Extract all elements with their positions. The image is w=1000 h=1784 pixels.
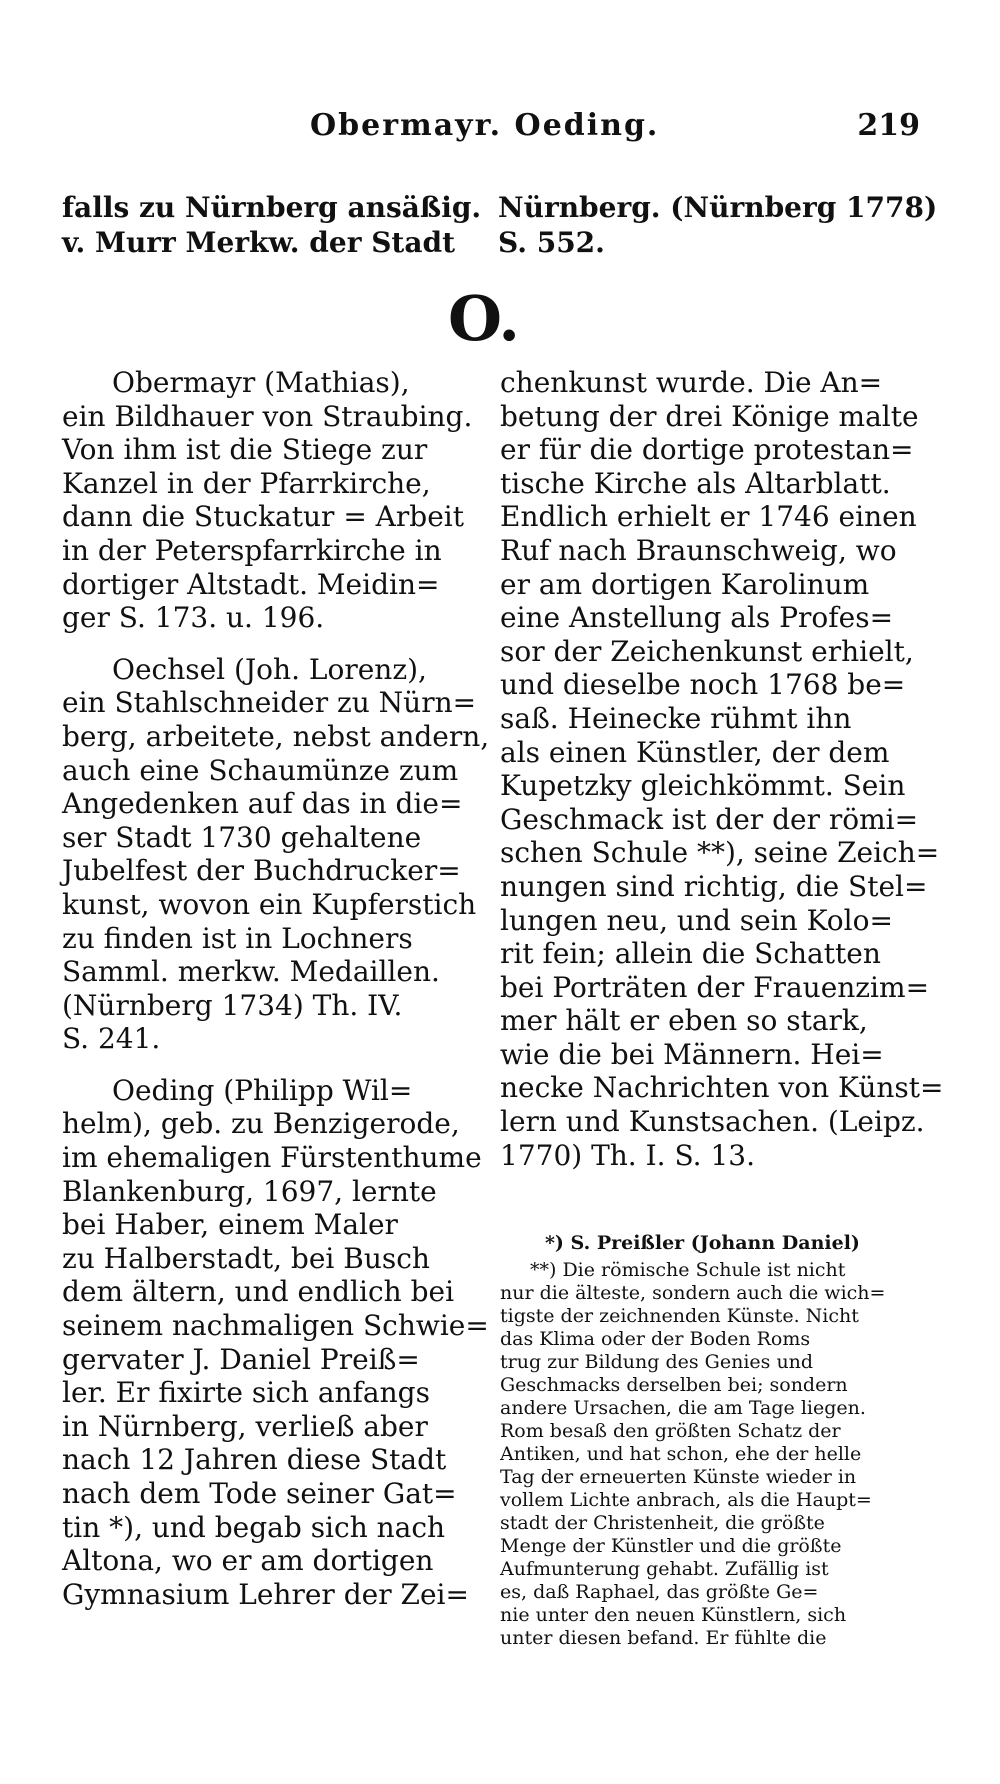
text-line: S. 241.: [62, 1022, 161, 1056]
text-line: er für die dortige protestan=: [500, 433, 914, 467]
text-line: in der Peterspfarrkirche in: [62, 533, 442, 567]
right-column: [500, 366, 944, 1172]
footnote-line: Aufmunterung gehabt. Zufällig ist: [500, 1558, 829, 1580]
section-letter: O.: [448, 282, 520, 355]
text-line: Jubelfest der Buchdrucker=: [62, 854, 461, 888]
text-line: nach dem Tode seiner Gat=: [62, 1477, 457, 1510]
text-line: in Nürnberg, verließ aber: [62, 1409, 428, 1443]
text-line: Kanzel in der Pfarrkirche,: [62, 466, 431, 500]
footnote-line: nur die älteste, sondern auch die wich=: [500, 1282, 886, 1304]
text-line: dann die Stuckatur = Arbeit: [62, 500, 464, 534]
text-line: Endlich erhielt er 1746 einen: [500, 500, 917, 534]
text-line: Obermayr (Mathias),: [112, 366, 410, 399]
text-line: ler. Er fixirte sich anfangs: [62, 1376, 430, 1410]
footnote-line: **) Die römische Schule ist nicht: [530, 1259, 846, 1281]
entry-obermayr: [62, 366, 482, 635]
carryover-line: falls zu Nürnberg ansäßig.: [62, 191, 482, 224]
text-line: 1770) Th. I. S. 13.: [500, 1138, 755, 1172]
footnote-line: nie unter den neuen Künstlern, sich: [500, 1604, 847, 1626]
text-line: zu Halberstadt, bei Busch: [62, 1241, 430, 1275]
text-line: helm), geb. zu Benzigerode,: [62, 1107, 460, 1141]
footnote-line: Geschmacks derselben bei; sondern: [500, 1374, 848, 1396]
footnote-line: stadt der Christenheit, die größte: [500, 1512, 825, 1534]
text-line: Kupetzky gleichkömmt. Sein: [500, 769, 906, 803]
text-line: tische Kirche als Altarblatt.: [500, 466, 891, 500]
text-line: tin *), und begab sich nach: [62, 1510, 446, 1544]
text-line: sor der Zeichenkunst erhielt,: [500, 634, 914, 668]
carryover-line: S. 552.: [498, 226, 605, 259]
text-line: Gymnasium Lehrer der Zei=: [62, 1577, 469, 1611]
text-line: Blankenburg, 1697, lernte: [62, 1174, 437, 1208]
text-line: chenkunst wurde. Die An=: [500, 366, 883, 399]
entry-oechsel: [62, 652, 490, 1056]
carryover-line: v. Murr Merkw. der Stadt: [62, 226, 455, 259]
text-line: gervater J. Daniel Preiß=: [62, 1342, 420, 1376]
text-line: auch eine Schaumünze zum: [62, 753, 459, 787]
footnote-line: Rom besaß den größten Schatz der: [500, 1420, 841, 1442]
text-line: betung der drei Könige malte: [500, 399, 919, 433]
footnote-line: es, daß Raphael, das größte Ge=: [500, 1581, 819, 1603]
footnote-line: tigste der zeichnenden Künste. Nicht: [500, 1305, 859, 1327]
text-line: lungen neu, und sein Kolo=: [500, 903, 893, 937]
text-line: ein Bildhauer von Straubing.: [62, 399, 473, 433]
footnote-line: Menge der Künstler und die größte: [500, 1535, 842, 1557]
footnote-line: Tag der erneuerten Künste wieder in: [500, 1466, 857, 1488]
text-line: eine Anstellung als Profes=: [500, 601, 894, 635]
text-line: Samml. merkw. Medaillen.: [62, 955, 440, 989]
text-line: mer hält er eben so stark,: [500, 1004, 868, 1038]
text-line: Von ihm ist die Stiege zur: [62, 433, 428, 467]
carryover-right: [498, 190, 938, 260]
text-line: zu finden ist in Lochners: [62, 921, 413, 955]
text-line: ger S. 173. u. 196.: [62, 601, 325, 635]
footnote-2: [500, 1259, 925, 1650]
left-column: [62, 366, 490, 1629]
text-line: dortiger Altstadt. Meidin=: [62, 567, 440, 601]
text-line: Oeding (Philipp Wil=: [112, 1073, 413, 1107]
text-line: bei Haber, einem Maler: [62, 1208, 398, 1242]
text-line: kunst, wovon ein Kupferstich: [62, 887, 477, 921]
text-line: und dieselbe noch 1768 be=: [500, 668, 906, 702]
footnote-line: Antiken, und hat schon, ehe der helle: [500, 1443, 862, 1465]
text-line: (Nürnberg 1734) Th. IV.: [62, 988, 403, 1022]
footnote-line: das Klima oder der Boden Roms: [500, 1328, 811, 1350]
text-line: bei Porträten der Frauenzim=: [500, 970, 930, 1004]
text-line: Altona, wo er am dortigen: [62, 1544, 434, 1578]
text-line: ein Stahlschneider zu Nürn=: [62, 686, 477, 720]
footnote-line: unter diesen befand. Er fühlte die: [500, 1627, 827, 1649]
entry-oeding: [62, 1073, 489, 1612]
page-number: 219: [857, 108, 920, 143]
text-line: lern und Kunstsachen. (Leipz.: [500, 1105, 925, 1139]
text-line: Ruf nach Braunschweig, wo: [500, 533, 897, 567]
text-line: rit fein; allein die Schatten: [500, 937, 881, 971]
text-line: dem ältern, und endlich bei: [62, 1275, 455, 1309]
page-header: [60, 108, 920, 148]
text-line: seinem nachmaligen Schwie=: [62, 1309, 489, 1343]
text-line: necke Nachrichten von Künst=: [500, 1071, 944, 1105]
footnote-line: vollem Lichte anbrach, als die Haupt=: [500, 1489, 872, 1511]
footnote-1: *) S. Preißler (Johann Daniel): [545, 1232, 860, 1254]
text-line: schen Schule **), seine Zeich=: [500, 836, 940, 870]
text-line: nungen sind richtig, die Stel=: [500, 869, 928, 903]
text-line: berg, arbeitete, nebst andern,: [62, 719, 490, 753]
footnote-line: trug zur Bildung des Genies und: [500, 1351, 814, 1373]
carryover-left: [62, 190, 482, 260]
footnotes: [500, 1232, 925, 1650]
text-line: wie die bei Männern. Hei=: [500, 1037, 884, 1071]
text-line: nach 12 Jahren diese Stadt: [62, 1443, 447, 1477]
text-line: er am dortigen Karolinum: [500, 567, 870, 601]
footnote-line: andere Ursachen, die am Tage liegen.: [500, 1397, 866, 1419]
text-line: ser Stadt 1730 gehaltene: [62, 820, 422, 854]
text-line: Geschmack ist der der römi=: [500, 802, 919, 836]
text-line: im ehemaligen Fürstenthume: [62, 1141, 482, 1175]
text-line: Oechsel (Joh. Lorenz),: [112, 652, 427, 686]
text-line: Angedenken auf das in die=: [62, 787, 463, 821]
text-line: als einen Künstler, der dem: [500, 735, 890, 769]
running-title: Obermayr. Oeding.: [310, 108, 660, 143]
carryover-line: Nürnberg. (Nürnberg 1778): [498, 191, 938, 224]
text-line: saß. Heinecke rühmt ihn: [500, 701, 852, 735]
